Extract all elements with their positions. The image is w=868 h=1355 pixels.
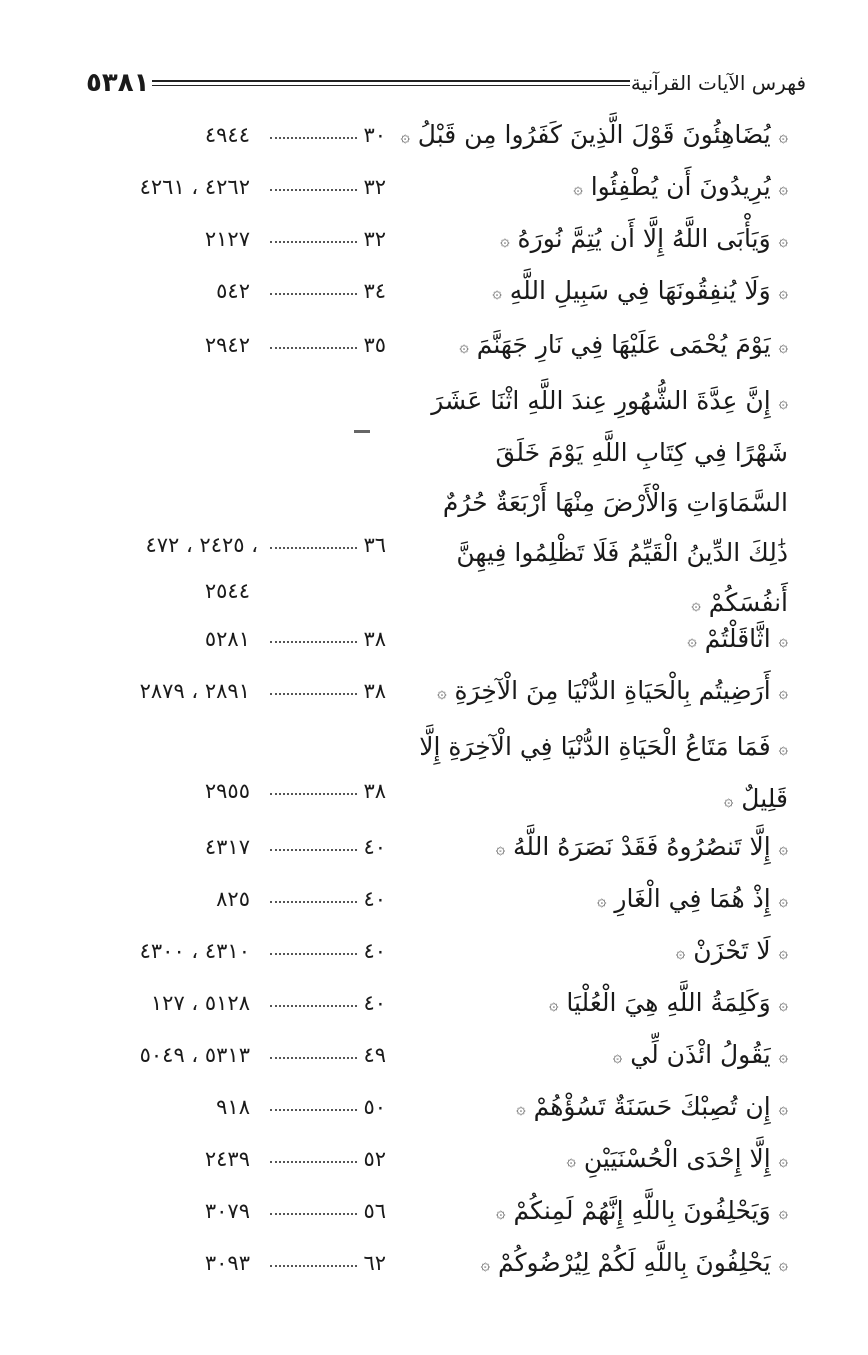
ayah-number: ٤٠: [270, 928, 386, 974]
verse-text: ۞ يُضَاهِئُونَ قَوْلَ الَّذِينَ كَفَرُوا مِن قَبْلُ ۞: [400, 120, 788, 149]
ornament-icon: ۞: [495, 838, 506, 858]
verse-text: ۞ إِلَّا إِحْدَى الْحُسْنَيَيْنِ ۞: [566, 1144, 788, 1173]
verse-text: ۞ يَقُولُ ائْذَن لِّي ۞: [612, 1040, 788, 1069]
header-title: فهرس الآيات القرآنية: [630, 71, 806, 95]
verse-text: ۞ فَمَا مَتَاعُ الْحَيَاةِ الدُّنْيَا فِي الْآخِرَةِ إِلَّا قَلِيلٌ ۞: [419, 732, 788, 813]
ornament-icon: ۞: [778, 230, 788, 250]
hadith-refs: ٨٢٥: [216, 887, 250, 911]
verse-text: ۞ اثَّاقَلْتُمْ ۞: [687, 624, 788, 653]
page-number: ٥٣٨١: [86, 68, 150, 98]
verse-text: ۞ إِلَّا تَنصُرُوهُ فَقَدْ نَصَرَهُ اللَّهُ ۞: [495, 832, 788, 861]
ornament-icon: ۞: [778, 178, 788, 198]
leader-dots: [270, 1005, 357, 1007]
header-rule: [152, 80, 630, 82]
leader-dots: [270, 849, 357, 851]
ornament-icon: ۞: [778, 392, 788, 412]
ayah-number: ٦٢: [270, 1240, 386, 1286]
leader-dots: [270, 1213, 357, 1215]
verse-text: ۞ يُرِيدُونَ أَن يُطْفِئُوا ۞: [573, 172, 788, 201]
ornament-icon: ۞: [778, 630, 788, 650]
ayah-number: ٣٨: [270, 616, 386, 662]
verse-text: ۞ يَوْمَ يُحْمَى عَلَيْهَا فِي نَارِ جَهَنَّمَ ۞: [459, 330, 788, 359]
ornament-icon: ۞: [400, 126, 410, 146]
ornament-icon: ۞: [778, 336, 788, 356]
hadith-refs: ٤٢٦٢ ، ٤٢٦١: [139, 175, 250, 199]
hadith-refs: ٣٠٩٣: [204, 1251, 250, 1275]
hadith-refs: ٩١٨: [216, 1095, 250, 1119]
ornament-icon: ۞: [549, 994, 559, 1014]
ayah-number: ٥٢: [270, 1136, 386, 1182]
ornament-icon: ۞: [437, 682, 447, 702]
verse-text: ۞ إِذْ هُمَا فِي الْغَارِ ۞: [597, 884, 788, 913]
leader-dots: [270, 241, 357, 243]
verse-text: ۞ وَيَأْبَى اللَّهُ إِلَّا أَن يُتِمَّ نُورَهُ ۞: [500, 224, 788, 253]
hadith-refs: ٥٤٢: [216, 279, 250, 303]
verse-text: ۞ إِن تُصِبْكَ حَسَنَةٌ تَسُؤْهُمْ ۞: [516, 1092, 788, 1121]
leader-dots: [270, 1057, 357, 1059]
ornament-icon: ۞: [675, 942, 686, 962]
hadith-refs: ٣٠٧٩: [204, 1199, 250, 1223]
leader-dots: [270, 137, 357, 139]
ornament-icon: ۞: [573, 178, 583, 198]
ornament-icon: ۞: [778, 682, 788, 702]
hadith-refs: ٢١٢٧: [204, 227, 250, 251]
ayah-number: ٣٦: [270, 522, 386, 568]
ornament-icon: ۞: [778, 838, 788, 858]
hadith-refs: ٥١٢٨ ، ١٢٧: [150, 991, 250, 1015]
leader-dots: [270, 693, 357, 695]
ayah-number: ٤٩: [270, 1032, 386, 1078]
ornament-icon: ۞: [778, 126, 788, 146]
ayah-number: ٣٥: [270, 322, 386, 368]
print-mark: [354, 430, 370, 433]
leader-dots: [270, 641, 357, 643]
verse-text: ۞ وَلَا يُنفِقُونَهَا فِي سَبِيلِ اللَّهِ ۞: [492, 276, 788, 305]
leader-dots: [270, 1265, 357, 1267]
verse-text: ۞ أَرَضِيتُم بِالْحَيَاةِ الدُّنْيَا مِنَ الْآخِرَةِ ۞: [437, 676, 788, 705]
ornament-icon: ۞: [597, 890, 607, 910]
ornament-icon: ۞: [480, 1254, 490, 1274]
hadith-refs: ٤٣١٠ ، ٤٣٠٠: [139, 939, 250, 963]
ornament-icon: ۞: [778, 282, 788, 302]
ornament-icon: ۞: [496, 1202, 506, 1222]
ornament-icon: ۞: [778, 1202, 788, 1222]
ayah-number: ٥٦: [270, 1188, 386, 1234]
ayah-number: ٣٢: [270, 216, 386, 262]
leader-dots: [270, 547, 357, 549]
ornament-icon: ۞: [778, 1150, 788, 1170]
ornament-icon: ۞: [778, 942, 788, 962]
verse-text: ۞ وَكَلِمَةُ اللَّهِ هِيَ الْعُلْيَا ۞: [549, 988, 788, 1017]
ornament-icon: ۞: [778, 994, 788, 1014]
leader-dots: [270, 793, 357, 795]
ayah-number: ٤٠: [270, 876, 386, 922]
ornament-icon: ۞: [723, 790, 734, 809]
page-header: [86, 66, 806, 100]
ayah-number: ٣٨: [270, 768, 386, 814]
leader-dots: [270, 1161, 357, 1163]
hadith-refs: ٢٤٣٩: [204, 1147, 250, 1171]
verse-text: ۞ يَحْلِفُونَ بِاللَّهِ لَكُمْ لِيُرْضُوكُمْ ۞: [480, 1248, 788, 1277]
ornament-icon: ۞: [459, 336, 469, 356]
leader-dots: [270, 347, 357, 349]
ayah-number: ٣٠: [270, 112, 386, 158]
verse-text: ۞ لَا تَحْزَنْ ۞: [675, 936, 788, 965]
hadith-refs: ٢٨٩١ ، ٢٨٧٩: [139, 679, 250, 703]
ayah-number: ٣٨: [270, 668, 386, 714]
ornament-icon: ۞: [687, 630, 697, 650]
leader-dots: [270, 901, 357, 903]
ornament-icon: ۞: [778, 1098, 788, 1118]
ornament-icon: ۞: [492, 282, 502, 302]
leader-dots: [270, 953, 357, 955]
verse-text: ۞ إِنَّ عِدَّةَ الشُّهُورِ عِندَ اللَّهِ اثْنَا عَشَرَ شَهْرًا فِي كِتَابِ اللَّهِ يَوْمَ خَلَقَ السَّمَاوَاتِ وَالْأَرْضَ مِنْهَا أَرْبَعَةٌ حُرُمٌ ذَٰلِكَ الدِّينُ الْقَيِّمُ فَلَا تَظْلِمُوا فِيهِنَّ أَنفُسَكُمْ ۞: [431, 386, 788, 617]
leader-dots: [270, 1109, 357, 1111]
ornament-icon: ۞: [516, 1098, 526, 1118]
leader-dots: [270, 293, 357, 295]
ornament-icon: ۞: [778, 738, 788, 758]
verse-text: ۞ وَيَحْلِفُونَ بِاللَّهِ إِنَّهُمْ لَمِنكُمْ ۞: [496, 1196, 788, 1225]
ayah-number: ٣٤: [270, 268, 386, 314]
hadith-refs: ٢٩٤٢: [204, 333, 250, 357]
ornament-icon: ۞: [778, 1254, 788, 1274]
hadith-refs: ٢٩٥٥: [204, 779, 250, 803]
ayah-number: ٤٠: [270, 824, 386, 870]
ornament-icon: ۞: [778, 890, 788, 910]
hadith-refs: ، ٢٤٢٥ ، ٤٧٢: [145, 533, 258, 557]
hadith-refs: ٥٣١٣ ، ٥٠٤٩: [139, 1043, 250, 1067]
ayah-number: ٤٠: [270, 980, 386, 1026]
ornament-icon: ۞: [612, 1046, 623, 1066]
hadith-refs: ٤٩٤٤: [204, 123, 250, 147]
ayah-number: ٣٢: [270, 164, 386, 210]
ayah-number: ٥٠: [270, 1084, 386, 1130]
hadith-refs-continued: ٢٥٤٤: [204, 579, 250, 603]
leader-dots: [270, 189, 357, 191]
ornament-icon: ۞: [691, 594, 701, 613]
ornament-icon: ۞: [566, 1150, 576, 1170]
hadith-refs: ٥٢٨١: [204, 627, 250, 651]
hadith-refs: ٤٣١٧: [204, 835, 250, 859]
ornament-icon: ۞: [778, 1046, 788, 1066]
ornament-icon: ۞: [500, 230, 510, 250]
